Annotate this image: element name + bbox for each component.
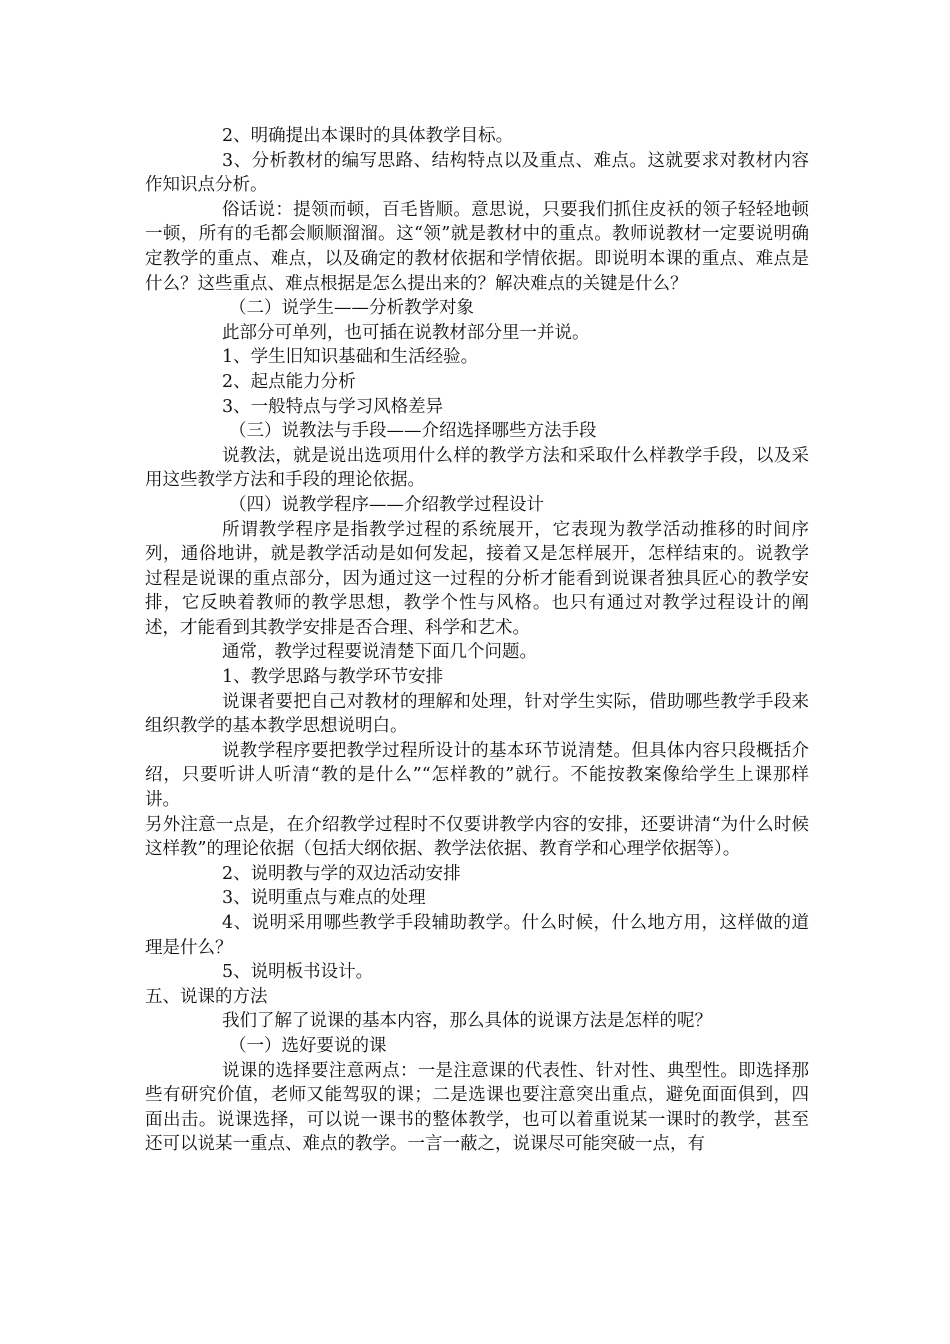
paragraph: （一）选好要说的课 (229, 1035, 387, 1056)
paragraph: （二）说学生——分析教学对象 (229, 298, 474, 319)
paragraph: 1、学生旧知识基础和生活经验。 (222, 347, 479, 368)
paragraph: 另外注意一点是，在介绍教学过程时不仅要讲教学内容的安排，还要讲清“为什么时候这样教”的理论依据（包括大纲依据、教学法依据、教育学和心理学依据等）。 (145, 814, 809, 860)
paragraph: （四）说教学程序——介绍教学过程设计 (229, 494, 544, 515)
paragraph: 说课的选择要注意两点：一是注意课的代表性、针对性、典型性。即选择那些有研究价值，老师又能驾驭的课；二是选课也要注意突出重点，避免面面俱到，四面出击。说课选择，可以说一课书的整体教学，也可以着重说某一课时的教学，甚至还可以说某一重点、难点的教学。一言一蔽之，说课尽可能突破一点，有 (145, 1060, 809, 1155)
paragraph: 此部分可单列，也可插在说教材部分里一并说。 (222, 322, 590, 343)
paragraph: 5、说明板书设计。 (222, 962, 374, 983)
paragraph: 1、教学思路与教学环节安排 (222, 667, 444, 688)
paragraph: 说教法，就是说出选项用什么样的教学方法和采取什么样教学手段，以及采用这些教学方法和手段的理论依据。 (145, 445, 809, 491)
paragraph: 我们了解了说课的基本内容，那么具体的说课方法是怎样的呢？ (222, 1011, 712, 1032)
paragraph: 通常，教学过程要说清楚下面几个问题。 (222, 642, 537, 663)
paragraph: （三）说教法与手段——介绍选择哪些方法手段 (229, 421, 597, 442)
paragraph: 2、起点能力分析 (222, 371, 356, 392)
paragraph: 3、说明重点与难点的处理 (222, 888, 426, 909)
paragraph: 4、说明采用哪些教学手段辅助教学。什么时候，什么地方用，这样做的道理是什么？ (145, 913, 809, 958)
paragraph: 3、分析教材的编写思路、结构特点以及重点、难点。这就要求对教材内容作知识点分析。 (145, 150, 809, 196)
paragraph: 俗话说：提领而顿，百毛皆顺。意思说，只要我们抓住皮袄的领子轻轻地顿一顿，所有的毛都会顺顺溜溜。这“领”就是教材中的重点。教师说教材一定要说明确定教学的重点、难点，以及确定的教材依据和学情依据。即说明本课的重点、难点是什么？这些重点、难点根据是怎么提出来的？解决难点的关键是什么？ (145, 199, 809, 294)
document-body (145, 124, 809, 1157)
paragraph: 3、一般特点与学习风格差异 (222, 396, 444, 417)
paragraph: 所谓教学程序是指教学过程的系统展开，它表现为教学活动推移的时间序列，通俗地讲，就是教学活动是如何发起，接着又是怎样展开，怎样结束的。说教学过程是说课的重点部分，因为通过这一过程的分析才能看到说课者独具匠心的教学安排，它反映着教师的教学思想，教学个性与风格。也只有通过对教学过程设计的阐述，才能看到其教学安排是否合理、科学和艺术。 (145, 519, 809, 638)
paragraph: 2、说明教与学的双边活动安排 (222, 863, 461, 884)
paragraph: 说课者要把自己对教材的理解和处理，针对学生实际，借助哪些教学手段来组织教学的基本教学思想说明白。 (145, 691, 809, 737)
paragraph: 五、说课的方法 (145, 986, 268, 1007)
paragraph: 2、明确提出本课时的具体教学目标。 (222, 126, 514, 146)
paragraph: 说教学程序要把教学过程所设计的基本环节说清楚。但具体内容只段概括介绍，只要听讲人听清“教的是什么”“怎样教的”就行。不能按教案像给学生上课那样讲。 (145, 740, 809, 811)
